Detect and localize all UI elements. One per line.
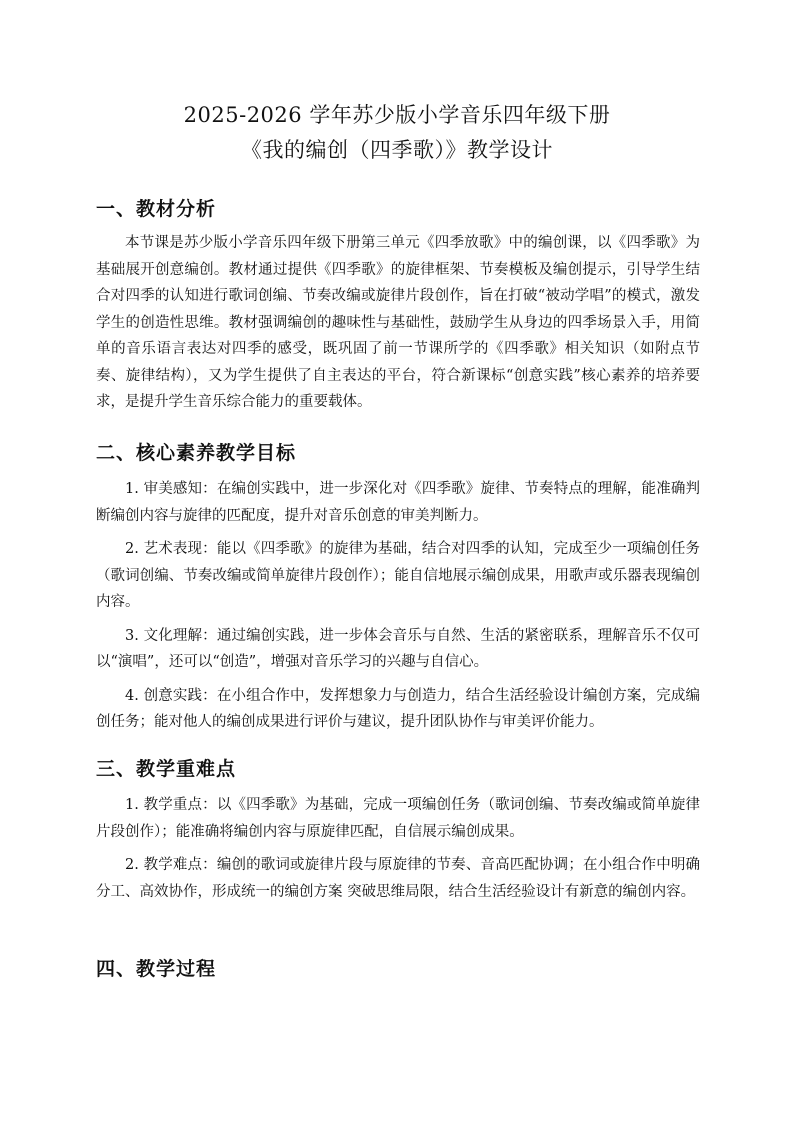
difficulties-list: [96, 792, 700, 905]
title-line-2: 《我的编创（四季歌）》教学设计: [241, 138, 553, 162]
document-title: [0, 98, 794, 168]
section-heading: 一、教材分析: [96, 198, 217, 220]
list-item: 2. 艺术表现：能以《四季歌》的旋律为基础，结合对四季的认知，完成至少一项编创任务（歌词创编、节奏改编或简单旋律片段创作）；能自信地展示编创成果，用歌声或乐器表现编创内容。: [96, 541, 700, 610]
section-teaching-process: [96, 956, 700, 982]
list-item: 1. 审美感知：在编创实践中，进一步深化对《四季歌》旋律、节奏特点的理解，能准确判断编创内容与旋律的匹配度，提升对音乐创意的审美判断力。: [96, 481, 700, 524]
title-line-1: 2025-2026 学年苏少版小学音乐四年级下册: [183, 103, 611, 127]
section-heading: 二、核心素养教学目标: [96, 442, 297, 464]
section-core-objectives: [96, 440, 700, 743]
section-heading: 四、教学过程: [96, 958, 217, 980]
list-item: 2. 教学难点：编创的歌词或旋律片段与原旋律的节奏、音高匹配协调；在小组合作中明确分工、高效协作，形成统一的编创方案 突破思维局限，结合生活经验设计有新意的编创内容。: [96, 857, 700, 900]
section-textbook-analysis: [96, 196, 700, 416]
section-paragraph: 本节课是苏少版小学音乐四年级下册第三单元《四季放歌》中的编创课，以《四季歌》为基础展开创意编创。教材通过提供《四季歌》的旋律框架、节奏模板及编创提示，引导学生结合对四季的认知进行歌词创编、节奏改编或旋律片段创作，旨在打破“被动学唱”的模式，激发学生的创造性思维。教材强调编创的趣味性与基础性，鼓励学生从身边的四季场景入手，用简单的音乐语言表达对四季的感受，既巩固了前一节课所学的《四季歌》相关知识（如附点节奏、旋律结构），又为学生提供了自主表达的平台，符合新课标“创意实践”核心素养的培养要求，是提升学生音乐综合能力的重要载体。: [96, 235, 700, 410]
section-heading: 三、教学重难点: [96, 758, 237, 780]
list-item: 3. 文化理解：通过编创实践，进一步体会音乐与自然、生活的紧密联系，理解音乐不仅可以“演唱”，还可以“创造”，增强对音乐学习的兴趣与自信心。: [96, 627, 700, 670]
list-item: 1. 教学重点：以《四季歌》为基础，完成一项编创任务（歌词创编、节奏改编或简单旋律片段创作）；能准确将编创内容与原旋律匹配，自信展示编创成果。: [96, 797, 700, 840]
objectives-list: [96, 476, 700, 736]
section-key-difficulties: [96, 756, 700, 912]
list-item: 4. 创意实践：在小组合作中，发挥想象力与创造力，结合生活经验设计编创方案，完成编创任务；能对他人的编创成果进行评价与建议，提升团队协作与审美评价能力。: [96, 687, 700, 730]
